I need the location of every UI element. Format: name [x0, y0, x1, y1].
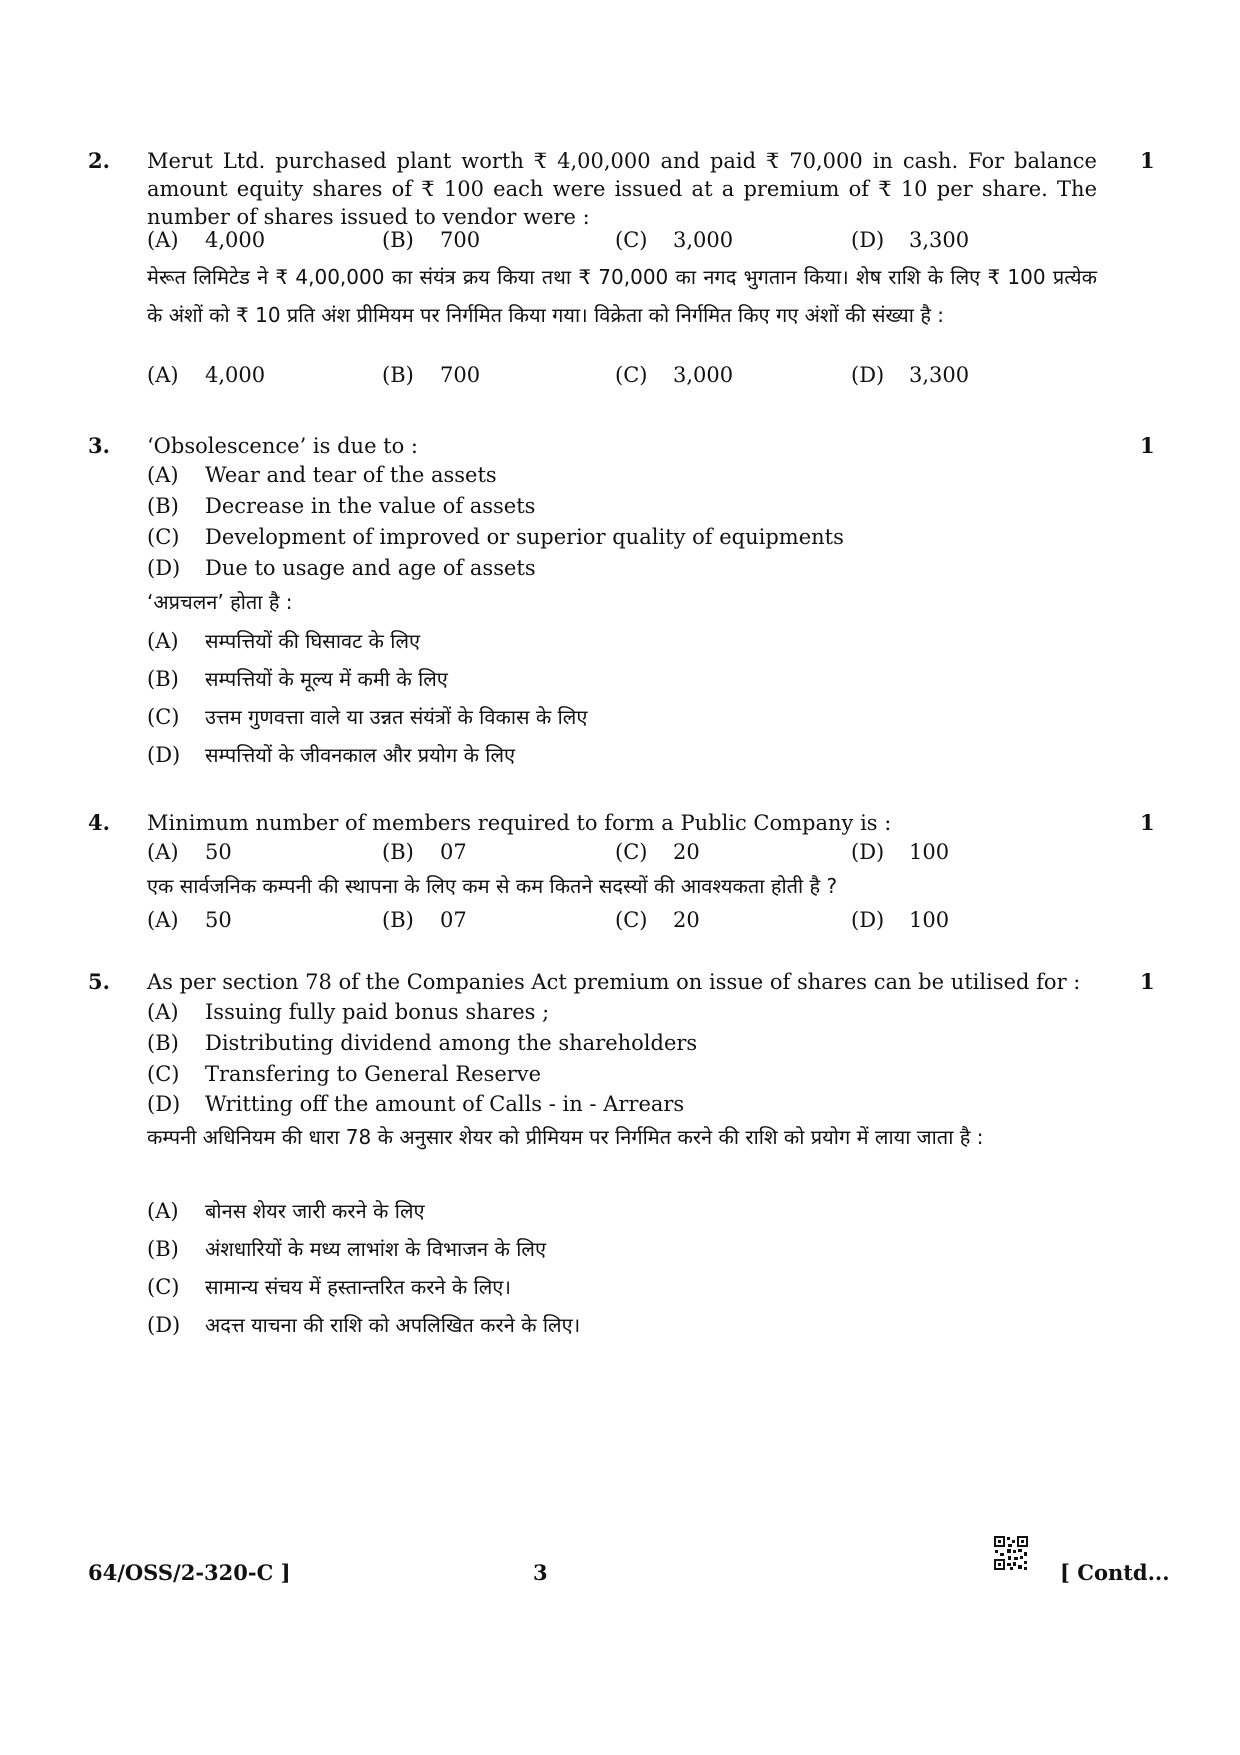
options-en: [147, 840, 1097, 870]
option-c: (C) 3,000: [615, 228, 734, 252]
option-a: (A) Issuing fully paid bonus shares ;: [147, 1000, 550, 1024]
option-b: (B) 700: [382, 228, 481, 252]
option-b: (B) 700: [382, 363, 481, 387]
options-hi: [147, 908, 1097, 938]
paper-code: 64/OSS/2-320-C ]: [88, 1560, 291, 1585]
question-number: 3.: [88, 433, 110, 458]
option-c: (C) 3,000: [615, 363, 734, 387]
option-a: (A) 4,000: [147, 363, 266, 387]
option-b: (B) Decrease in the value of assets: [147, 494, 536, 518]
option-b: (B) 07: [382, 840, 467, 864]
option-d: (D) 3,300: [851, 363, 970, 387]
qr-code-icon: [993, 1535, 1029, 1571]
option-a: (A) 4,000: [147, 228, 266, 252]
option-a: (A) बोनस शेयर जारी करने के लिए: [147, 1199, 425, 1223]
option-d: (D) अदत्त याचना की राशि को अपलिखित करने के लिए।: [147, 1313, 581, 1337]
question-marks: 1: [1140, 433, 1155, 458]
question-number: 2.: [88, 148, 110, 173]
option-d: (D) 100: [851, 840, 950, 864]
option-a: (A) 50: [147, 840, 232, 864]
question-text-en: Minimum number of members required to form a Public Company is :: [147, 811, 892, 835]
option-d: (D) सम्पत्तियों के जीवनकाल और प्रयोग के लिए: [147, 743, 516, 767]
option-b: (B) Distributing dividend among the shareholders: [147, 1031, 698, 1055]
option-d: (D) Due to usage and age of assets: [147, 556, 536, 580]
question-text-hi: ‘अप्रचलन’ होता है :: [147, 590, 293, 614]
option-c: (C) Development of improved or superior quality of equipments: [147, 525, 844, 549]
page-number: 3: [533, 1560, 548, 1585]
continued-label: [ Contd...: [1060, 1560, 1170, 1585]
question-text-en: As per section 78 of the Companies Act premium on issue of shares can be utilised for :: [147, 970, 1081, 994]
question-marks: 1: [1140, 148, 1155, 173]
question-marks: 1: [1140, 810, 1155, 835]
option-d: (D) 100: [851, 908, 950, 932]
option-a: (A) Wear and tear of the assets: [147, 463, 497, 487]
question-number: 5.: [88, 969, 110, 994]
question-number: 4.: [88, 810, 110, 835]
question-text-en: Merut Ltd. purchased plant worth ₹ 4,00,000 and paid ₹ 70,000 in cash. For balance amount equity shares of ₹ 100 each were issued at a premium of ₹ 10 per share. The number of shares issued to vendor were :: [147, 149, 1097, 229]
option-c: (C) 20: [615, 908, 700, 932]
option-d: (D) Writting off the amount of Calls - in - Arrears: [147, 1092, 685, 1116]
option-b: (B) 07: [382, 908, 467, 932]
option-c: (C) 20: [615, 840, 700, 864]
option-a: (A) 50: [147, 908, 232, 932]
question-text-hi: एक सार्वजनिक कम्पनी की स्थापना के लिए कम से कम कितने सदस्यों की आवश्यकता होती है ?: [147, 874, 838, 898]
option-d: (D) 3,300: [851, 228, 970, 252]
option-b: (B) सम्पत्तियों के मूल्य में कमी के लिए: [147, 667, 448, 691]
question-text-hi: कम्पनी अधिनियम की धारा 78 के अनुसार शेयर को प्रीमियम पर निर्गमित करने की राशि को प्रयोग में लाया जाता है :: [147, 1125, 984, 1149]
options-hi: [147, 363, 1097, 393]
option-a: (A) सम्पत्तियों की घिसावट के लिए: [147, 629, 421, 653]
option-c: (C) Transfering to General Reserve: [147, 1062, 542, 1086]
option-c: (C) उत्तम गुणवत्ता वाले या उन्नत संयंत्रों के विकास के लिए: [147, 705, 588, 729]
question-text-hi: मेरूत लिमिटेड ने ₹ 4,00,000 का संयंत्र क्रय किया तथा ₹ 70,000 का नगद भुगतान किया। शेष राशि के लिए ₹ 100 प्रत्येक के अंशों को ₹ 10 प्रति अंश प्रीमियम पर निर्गमित किया गया। विक्रेता को निर्गमित किए गए अंशों की संख्या है :: [147, 265, 1097, 327]
option-c: (C) सामान्य संचय में हस्तान्तरित करने के लिए।: [147, 1275, 511, 1299]
options-en: [147, 228, 1097, 258]
option-b: (B) अंशधारियों के मध्य लाभांश के विभाजन के लिए: [147, 1237, 547, 1261]
question-text-en: ‘Obsolescence’ is due to :: [147, 434, 419, 458]
question-marks: 1: [1140, 969, 1155, 994]
